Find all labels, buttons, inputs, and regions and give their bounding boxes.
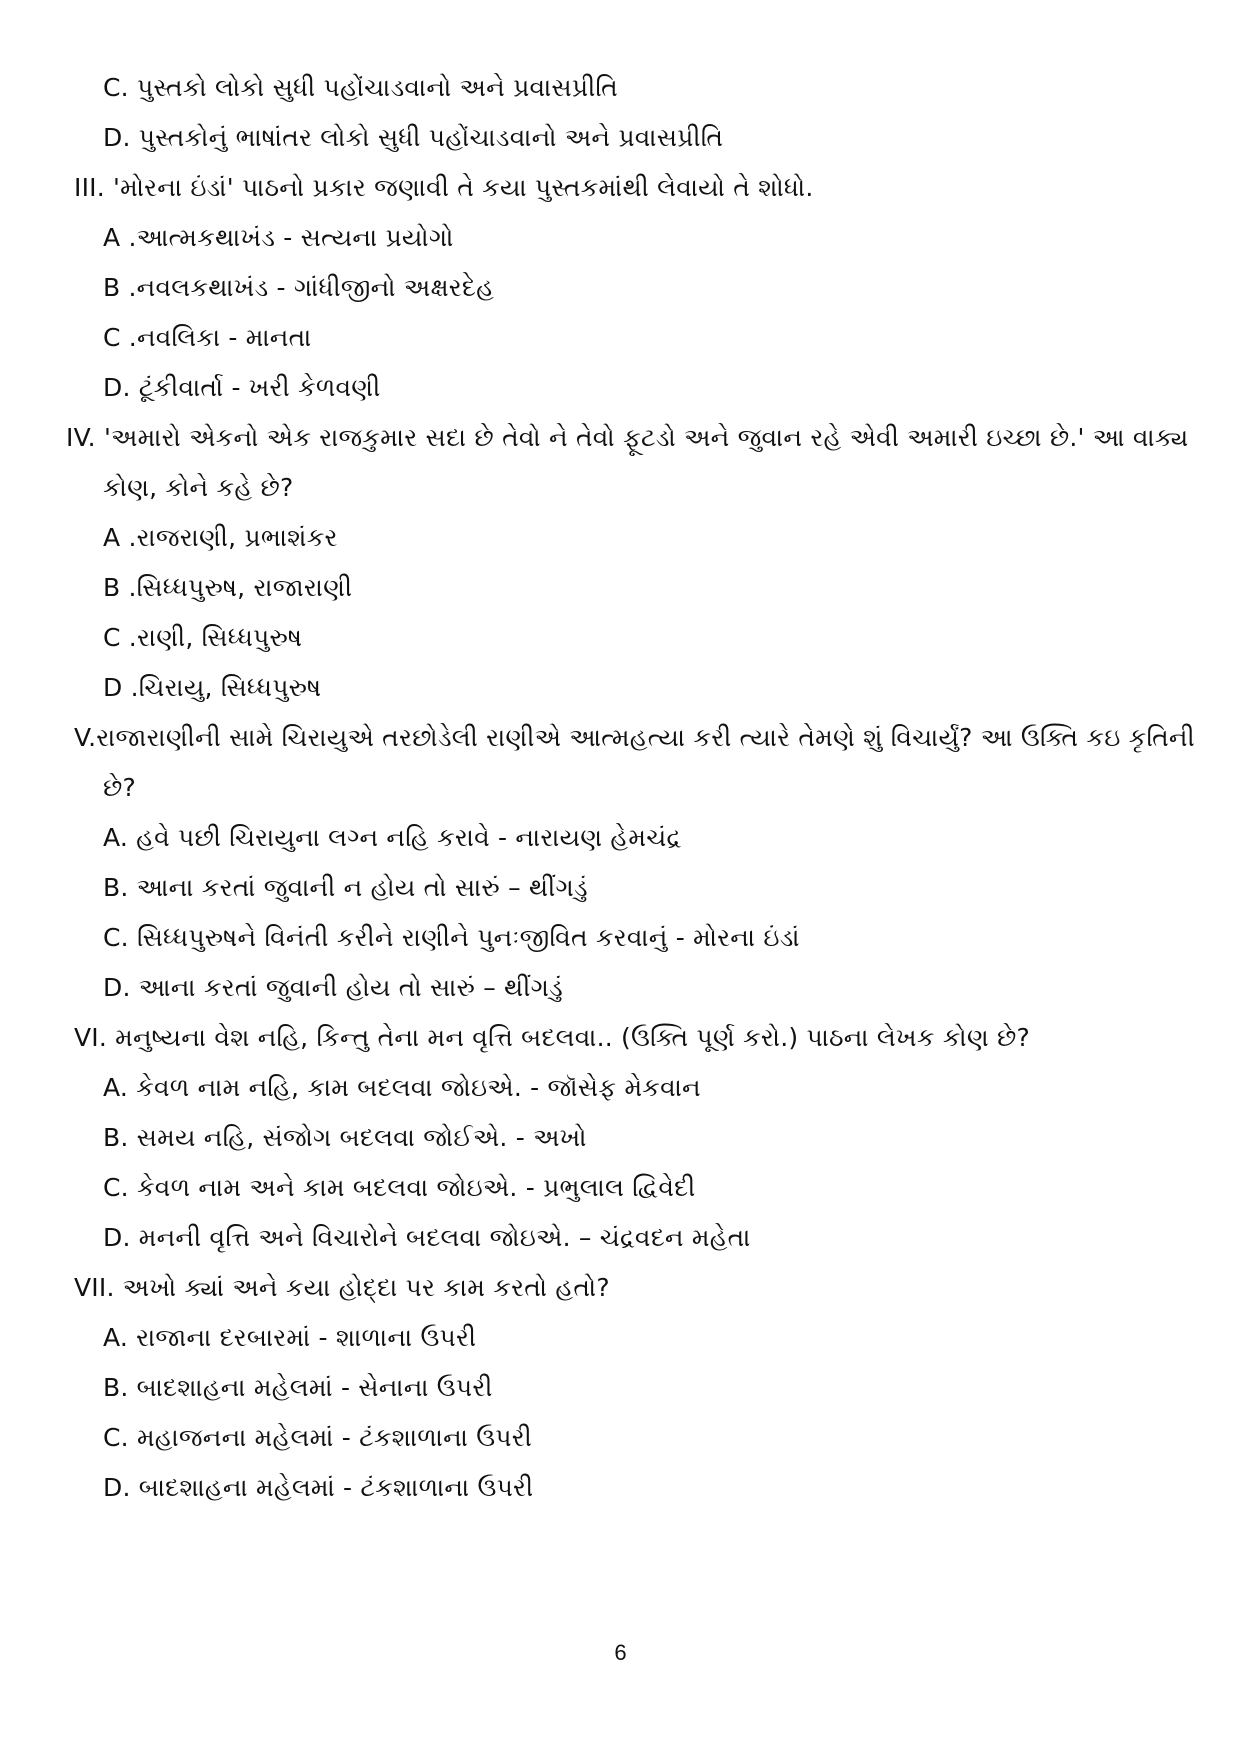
option-line: B .નવલકથાખંડ - ગાંધીજીનો અક્ષરદેહ xyxy=(103,273,495,302)
option-line: C. પુસ્તકો લોકો સુધી પહોંચાડવાનો અને પ્રવાસપ્રીતિ xyxy=(103,73,618,102)
question-line: III. 'મોરના ઇંડાં' પાઠનો પ્રકાર જણાવી તે કયા પુસ્તકમાંથી લેવાયો તે શોધો. xyxy=(74,173,814,202)
question-line: VI. મનુષ્યના વેશ નહિ, કિન્તુ તેના મન વૃત્તિ બદલવા.. (ઉક્તિ પૂર્ણ કરો.) પાઠના લેખક કોણ છે? xyxy=(74,1023,1030,1052)
option-line: D. મનની વૃત્તિ અને વિચારોને બદલવા જોઇએ. – ચંદ્રવદન મહેતા xyxy=(103,1223,751,1252)
question-line: છે? xyxy=(103,773,136,802)
option-line: C. કેવળ નામ અને કામ બદલવા જોઇએ. - પ્રભુલાલ દ્વિવેદી xyxy=(103,1173,696,1202)
option-line: C .રાણી, સિધ્ધપુરુષ xyxy=(103,623,303,652)
option-line: D .ચિરાયુ, સિધ્ધપુરુષ xyxy=(103,673,322,702)
option-line: C .નવલિકા - માનતા xyxy=(103,323,312,352)
option-line: D. ટૂંકીવાર્તા - ખરી કેળવણી xyxy=(103,373,381,402)
option-line: D. બાદશાહના મહેલમાં - ટંકશાળાના ઉપરી xyxy=(103,1473,534,1502)
option-line: A. રાજાના દરબારમાં - શાળાના ઉપરી xyxy=(103,1323,477,1352)
question-line: કોણ, કોને કહે છે? xyxy=(103,473,294,502)
option-line: B. બાદશાહના મહેલમાં - સેનાના ઉપરી xyxy=(103,1373,493,1402)
question-line: V.રાજારાણીની સામે ચિરાયુએ તરછોડેલી રાણીએ આત્મહત્યા કરી ત્યારે તેમણે શું વિચાર્યું? આ ઉક્તિ કઇ કૃતિની xyxy=(74,723,1195,752)
option-line: A. કેવળ નામ નહિ, કામ બદલવા જોઇએ. - જૉસેફ મેકવાન xyxy=(103,1073,701,1102)
option-line: C. સિધ્ધપુરુષને વિનંતી કરીને રાણીને પુનઃજીવિત કરવાનું - મોરના ઇંડાં xyxy=(103,923,800,952)
question-line: VII. અખો ક્યાં અને કયા હોદ્દા પર કામ કરતો હતો? xyxy=(74,1273,610,1302)
option-line: A .રાજરાણી, પ્રભાશંકર xyxy=(103,523,338,552)
option-line: D. આના કરતાં જુવાની હોય તો સારું – થીંગડું xyxy=(103,973,563,1002)
option-line: C. મહાજનના મહેલમાં - ટંકશાળાના ઉપરી xyxy=(103,1423,533,1452)
option-line: B. સમય નહિ, સંજોગ બદલવા જોઈએ. - અખો xyxy=(103,1123,587,1152)
option-line: A. હવે પછી ચિરાયુના લગ્ન નહિ કરાવે - નારાયણ હેમચંદ્ર xyxy=(103,823,682,852)
option-line: D. પુસ્તકોનું ભાષાંતર લોકો સુધી પહોંચાડવાનો અને પ્રવાસપ્રીતિ xyxy=(103,123,724,152)
option-line: A .આત્મકથાખંડ - સત્યના પ્રયોગો xyxy=(103,223,454,252)
question-line: IV. 'અમારો એકનો એક રાજકુમાર સદા છે તેવો ને તેવો ફૂટડો અને જુવાન રહે એવી અમારી ઇચ્છા છે.' આ વાક્ય xyxy=(66,423,1189,452)
option-line: B. આના કરતાં જુવાની ન હોય તો સારું – થીંગડું xyxy=(103,873,588,902)
page-number: 6 xyxy=(614,1640,627,1665)
option-line: B .સિધ્ધપુરુષ, રાજારાણી xyxy=(103,573,353,602)
